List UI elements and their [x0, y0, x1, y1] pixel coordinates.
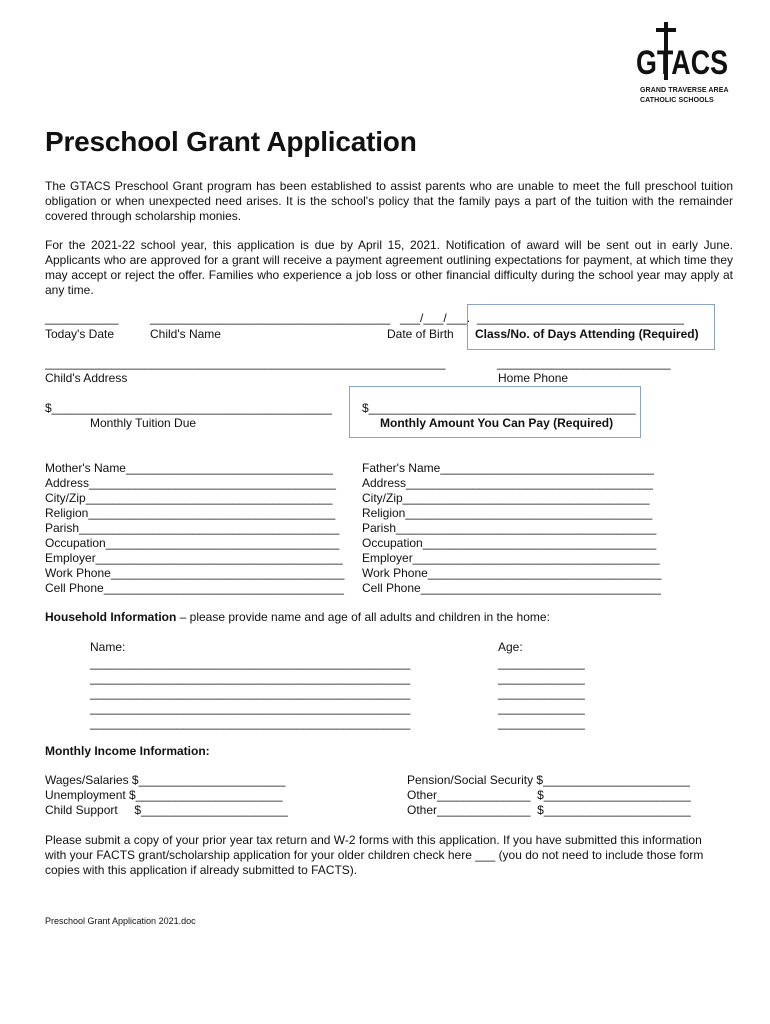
household-age-field[interactable]: _____________	[498, 686, 585, 700]
footer-filename: Preschool Grant Application 2021.doc	[45, 916, 196, 926]
household-name-label: Name:	[90, 640, 126, 654]
date-of-birth-label: Date of Birth	[387, 327, 454, 341]
monthly-tuition-label: Monthly Tuition Due	[90, 416, 197, 430]
mother-work-phone-field[interactable]: Work Phone___________________________________	[45, 566, 345, 580]
class-days-field[interactable]: _______________________________	[477, 311, 684, 325]
monthly-pay-label: Monthly Amount You Can Pay (Required)	[380, 416, 614, 430]
household-name-field[interactable]: ________________________________________________	[90, 716, 411, 730]
child-name-field[interactable]: ____________________________________	[150, 311, 391, 325]
household-age-field[interactable]: _____________	[498, 701, 585, 715]
father-occupation-field[interactable]: Occupation___________________________________	[362, 536, 657, 550]
father-employer-field[interactable]: Employer_____________________________________	[362, 551, 660, 565]
intro-paragraph-2: For the 2021-22 school year, this application is due by April 15, 2021. Notification of award will be sent out in early June. Applicants who are approved for a grant will receive a payment agreement outlining expectations for payment, at which time they may accept or reject the offer. Families who experience a job loss or other financial difficulty during the school year may apply at any time.	[45, 238, 733, 297]
mother-name-field[interactable]: Mother's Name_______________________________	[45, 461, 333, 475]
page-title: Preschool Grant Application	[45, 126, 417, 157]
household-name-field[interactable]: ________________________________________________	[90, 671, 411, 685]
mother-info	[45, 461, 344, 596]
father-work-phone-field[interactable]: Work Phone___________________________________	[362, 566, 662, 580]
father-cell-phone-field[interactable]: Cell Phone____________________________________	[362, 581, 661, 595]
father-info	[362, 461, 661, 596]
home-phone-field[interactable]: __________________________	[497, 356, 671, 370]
todays-date-label: Today's Date	[45, 327, 114, 341]
class-days-label: Class/No. of Days Attending (Required)	[475, 327, 699, 341]
mother-address-field[interactable]: Address_____________________________________	[45, 476, 336, 490]
income-right	[407, 773, 691, 818]
mother-employer-field[interactable]: Employer_____________________________________	[45, 551, 343, 565]
household-age-field[interactable]: _____________	[498, 656, 585, 670]
home-phone-label: Home Phone	[498, 371, 569, 385]
logo-line-1: GRAND TRAVERSE AREA	[640, 87, 729, 94]
father-name-field[interactable]: Father's Name________________________________	[362, 461, 654, 475]
household-age-field[interactable]: _____________	[498, 671, 585, 685]
father-religion-field[interactable]: Religion_____________________________________	[362, 506, 653, 520]
income-heading: Monthly Income Information:	[45, 744, 210, 758]
household-name-field[interactable]: ________________________________________________	[90, 656, 411, 670]
father-address-field[interactable]: Address_____________________________________	[362, 476, 653, 490]
household-age-label: Age:	[498, 640, 523, 654]
other-income-field-2[interactable]: Other______________ $______________________	[407, 803, 691, 817]
mother-occupation-field[interactable]: Occupation___________________________________	[45, 536, 340, 550]
wages-field[interactable]: Wages/Salaries $______________________	[45, 773, 286, 787]
mother-cityzip-field[interactable]: City/Zip_____________________________________	[45, 491, 333, 505]
household-age-field[interactable]: _____________	[498, 716, 585, 730]
intro-paragraph-1: The GTACS Preschool Grant program has been established to assist parents who are unable to meet the full preschool tuition obligation or when unexpected need arises. It is the school's policy that the family pays a part of the tuition with the remainder covered through scholarship monies.	[45, 179, 733, 223]
household-age-lines	[498, 656, 585, 731]
child-address-field[interactable]: ____________________________________________________________	[45, 356, 446, 370]
other-income-field-1[interactable]: Other______________ $______________________	[407, 788, 691, 802]
closing-paragraph: Please submit a copy of your prior year tax return and W-2 forms with this application. If you have submitted this information with your FACTS grant/scholarship application for your older children check here ___ (you do not need to include those form copies with this application if already submitted to FACTS).	[45, 833, 704, 877]
household-heading-label: Household Information	[45, 610, 177, 624]
pension-field[interactable]: Pension/Social Security $______________________	[407, 773, 690, 787]
logo-line-2: CATHOLIC SCHOOLS	[640, 97, 714, 104]
household-name-field[interactable]: ________________________________________________	[90, 701, 411, 715]
mother-parish-field[interactable]: Parish_______________________________________	[45, 521, 340, 535]
child-support-field[interactable]: Child Support $______________________	[45, 803, 288, 817]
father-cityzip-field[interactable]: City/Zip_____________________________________	[362, 491, 650, 505]
household-name-lines	[90, 656, 410, 731]
monthly-pay-field[interactable]: $________________________________________	[362, 401, 636, 415]
household-name-field[interactable]: ________________________________________________	[90, 686, 411, 700]
child-address-label: Child's Address	[45, 371, 128, 385]
father-parish-field[interactable]: Parish_______________________________________	[362, 521, 657, 535]
date-of-birth-field[interactable]: ___/___/___.	[400, 311, 471, 325]
mother-religion-field[interactable]: Religion_____________________________________	[45, 506, 336, 520]
unemployment-field[interactable]: Unemployment $______________________	[45, 788, 283, 802]
household-heading	[45, 610, 550, 624]
todays-date-field[interactable]: ___________	[45, 311, 119, 325]
income-left	[45, 773, 288, 818]
monthly-tuition-field[interactable]: $__________________________________________	[45, 401, 332, 415]
household-instructions: – please provide name and age of all adults and children in the home:	[176, 610, 550, 624]
logo-wordmark: GTACS	[636, 44, 728, 82]
child-name-label: Child's Name	[150, 327, 221, 341]
mother-cell-phone-field[interactable]: Cell Phone____________________________________	[45, 581, 344, 595]
